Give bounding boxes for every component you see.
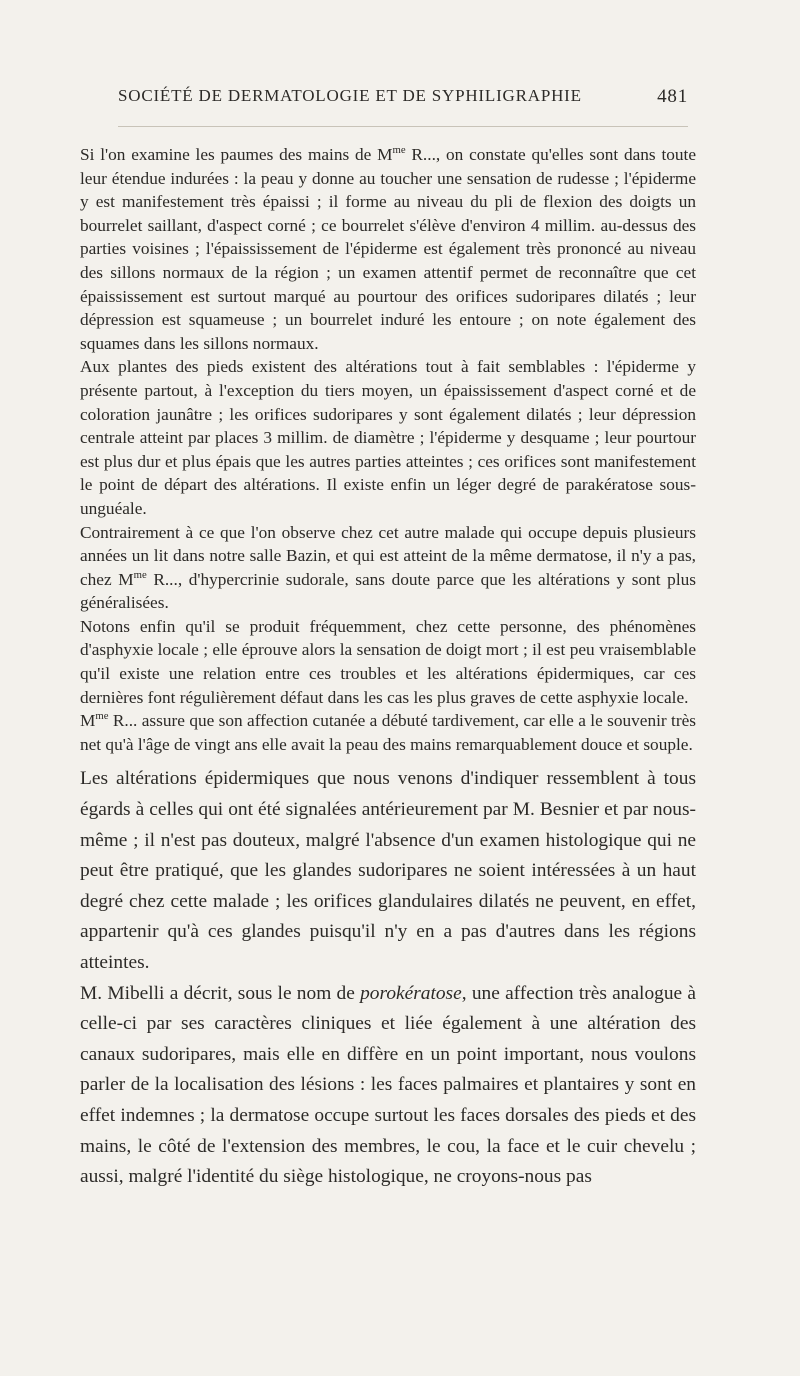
page-number: 481 — [657, 86, 688, 107]
paragraph: $M^{me}$ R... assure que son affection cutanée a débuté tardivement, car elle a le souvenir très net qu'à l'âge de vingt ans elle avait la peau des mains remarquablement douce et souple. — [80, 710, 696, 754]
emphasis-term: porokératose — [360, 982, 462, 1004]
paragraph: Aux plantes des pieds existent des altérations tout à fait semblables : l'épiderme y présente partout, à l'exception du tiers moyen, un épaississement d'aspect corné et de coloration jaunâtre ; les orifices sudoripares y sont également dilatés ; leur dépression centrale atteint par places 3 millim. de diamètre ; l'épiderme y desquame ; leur pourtour est plus dur et plus épais que les autres parties atteintes ; ces orifices sont manifestement le point de départ des altérations. Il existe enfin un léger degré de parakératose sous-unguéale. — [80, 357, 696, 518]
body-text — [80, 143, 696, 1193]
paragraph: Notons enfin qu'il se produit fréquemment, chez cette personne, des phénomènes d'asphyxie locale ; elle éprouve alors la sensation de doigt mort ; il est peu vraisemblable qu'il existe une relation entre ces troubles et les altérations épidermiques, car ces dernières font régulièrement défaut dans les cas les plus graves de cette asphyxie locale. — [80, 616, 696, 707]
paragraph: Si l'on examine les paumes des mains de $M^{me}$ R..., on constate qu'elles sont dans toute leur étendue indurées : la peau y donne au toucher une sensation de rudesse ; l'épiderme y est manifestement très épaissi ; il forme au niveau du pli de flexion des doigts un bourrelet saillant, d'aspect corné ; ce bourrelet s'élève d'environ 4 millim. au-dessus des parties voisines ; l'épaississement de l'épiderme est également très prononcé au niveau des sillons normaux de la région ; un examen attentif permet de reconnaître que cet épaississement est surtout marqué au pourtour des orifices sudoripares dilatés ; leur dépression est squameuse ; un bourrelet induré les entoure ; on note également des squames dans les sillons normaux. — [80, 144, 696, 353]
paragraph: M. Mibelli a décrit, sous le nom de porokératose, une affection très analogue à celle-ci par ses caractères cliniques et liée également à une altération des canaux sudoripares, mais elle en diffère en un point important, nous voulons parler de la localisation des lésions : les faces palmaires et plantaires y sont en effet indemnes ; la dermatose occupe surtout les faces dorsales des pieds et des mains, le côté de l'extension des membres, le cou, la face et le cuir chevelu ; aussi, malgré l'identité du siège histologique, ne croyons-nous pas — [80, 982, 696, 1188]
header-rule — [118, 126, 688, 127]
header-title: SOCIÉTÉ DE DERMATOLOGIE ET DE SYPHILIGRAPHIE — [118, 86, 582, 105]
large-print-section — [80, 764, 696, 1192]
small-print-section — [80, 143, 696, 756]
paragraph: Contrairement à ce que l'on observe chez cet autre malade qui occupe depuis plusieurs années un lit dans notre salle Bazin, et qui est atteint de la même dermatose, il n'y a pas, chez $M^{me}$ R..., d'hypercrinie sudorale, sans doute parce que les altérations y sont plus généralisées. — [80, 522, 696, 613]
paragraph: Les altérations épidermiques que nous venons d'indiquer ressemblent à tous égards à celles qui ont été signalées antérieurement par M. Besnier et par nous-même ; il n'est pas douteux, malgré l'absence d'un examen histologique qui ne peut être pratiqué, que les glandes sudoripares ne soient intéressées à un haut degré chez cette malade ; les orifices glandulaires dilatés ne peuvent, en effet, appartenir qu'à ces glandes puisqu'il n'y en a pas d'autres dans les régions atteintes. — [80, 768, 696, 973]
